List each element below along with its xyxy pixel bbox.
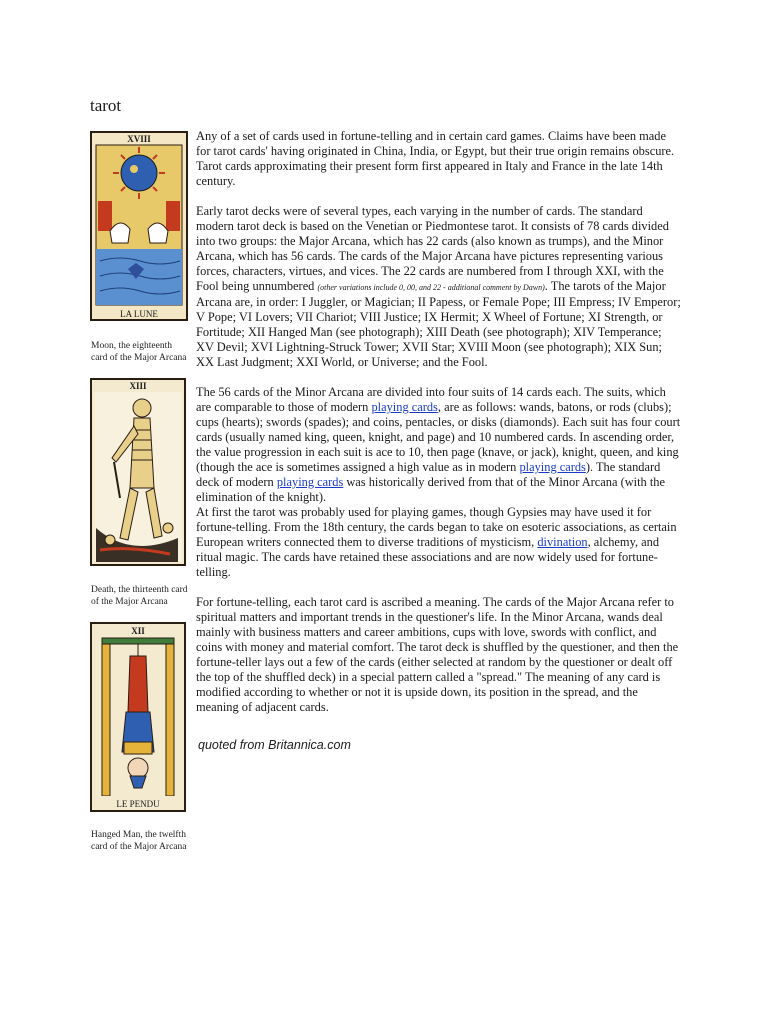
paragraph-major-arcana-text-1: Early tarot decks were of several types, each varying in the number of cards. The standard modern tarot deck is based on the Venetian or Piedmontese tarot. It consists of 78 cards divided into two groups: the Major Arcana, which has 22 cards (also known as trumps), and the Minor Arcana, which has 56 cards. The cards of the Major Arcana have pictures representing various forces, characters, virtues, and vices. The 22 cards are numbered from I through XXI, with the Fool being unnumbered xyxy=(196,204,669,293)
death-caption: Death, the thirteenth card of the Major Arcana xyxy=(91,585,188,607)
paragraph-fortune-telling: For fortune-telling, each tarot card is ascribed a meaning. The cards of the Major Arcana refer to spiritual matters and important trends in the questioner's life. In the Minor Arcana, wands deal mainly with business matters and career ambitions, cups with love, swords with conflict, and coins with money and material comfort. The tarot deck is shuffled by the questioner, and then the fortune-teller lays out a few of the cards (either selected at random by the questioner or dealt off the top of the shuffled deck) in a special pattern called a "spread." The meaning of any card is modified according to whether or not it is upside down, its position in the spread, and the meaning of adjacent cards. xyxy=(196,595,679,714)
paragraph-minor-arcana-text-4: was historically derived from that of the Minor Arcana (with the elimination of the knight). xyxy=(196,475,665,504)
hanged-man-card-number: XII xyxy=(131,626,145,636)
paragraph-history xyxy=(196,505,682,580)
paragraph-minor-arcana-text-3: ). The standard deck of modern xyxy=(196,460,661,489)
death-card-number: XIII xyxy=(129,381,147,391)
moon-card-name: LA LUNE xyxy=(120,309,158,319)
moon-card-figure xyxy=(90,131,190,364)
article-body xyxy=(196,129,682,715)
paragraph-history-text-2: , alchemy, and ritual magic. The cards have retained these associations and are now widely used for fortune-telling. xyxy=(196,535,660,579)
paragraph-minor-arcana-text-1: The 56 cards of the Minor Arcana are divided into four suits of 14 cards each. The suits, which are comparable to those of modern xyxy=(196,385,666,414)
paragraph-major-arcana xyxy=(196,204,682,370)
death-card-image xyxy=(90,378,186,566)
hanged-man-caption: Hanged Man, the twelfth card of the Major Arcana xyxy=(91,830,187,852)
paragraph-minor-arcana-text-2: , are as follows: wands, batons, or rods (clubs); cups (hearts); swords (spades); and coins, pentacles, or disks (diamonds). Each suit has four court cards (usually named king, queen, knight, and page) and 10 numbered cards. In ascending order, the value progression in each suit is ace to 10, then page (knave, or jack), knight, queen, and king (though the ace is sometimes assigned a high value as in modern xyxy=(196,400,681,474)
divination-link[interactable]: divination xyxy=(537,535,588,549)
page-title: tarot xyxy=(90,96,122,115)
hanged-man-card-name: LE PENDU xyxy=(116,799,160,809)
source-attribution: quoted from Britannica.com xyxy=(198,738,351,752)
moon-card-image xyxy=(90,131,188,321)
paragraph-major-arcana-text-2: . The tarots of the Major Arcana are, in order: I Juggler, or Magician; II Papess, or Female Pope; III Empress; IV Emperor; V Pope; VI Lovers; VII Chariot; VIII Justice; IX Hermit; X Wheel of Fortune; XI Strength, or Fortitude; XII Hanged Man (see photograph); XIII Death (see photograph); XIV Temperance; XV Devil; XVI Lightning-Struck Tower; XVII Star; XVIII Moon (see photograph); XIX Sun; XX Last Judgment; XXI World, or Universe; and the Fool. xyxy=(196,279,681,369)
moon-card-number: XVIII xyxy=(127,134,151,144)
playing-cards-link[interactable]: playing cards xyxy=(519,460,586,474)
moon-caption: Moon, the eighteenth card of the Major Arcana xyxy=(91,341,187,363)
paragraph-minor-arcana xyxy=(196,385,682,505)
hanged-man-card-figure xyxy=(90,622,190,853)
hanged-man-card-image xyxy=(90,622,186,812)
editor-note: (other variations include 0, 00, and 22 - additional comment by Dawn) xyxy=(317,283,545,292)
playing-cards-link[interactable]: playing cards xyxy=(276,475,344,489)
paragraph-intro: Any of a set of cards used in fortune-telling and in certain card games. Claims have been made for tarot cards' having originated in China, India, or Egypt, but their true origin remains obscure. Tarot cards approximating their present form first appeared in Italy and France in the late 14th century. xyxy=(196,129,675,188)
paragraph-history-text-1: At first the tarot was probably used for playing games, though Gypsies may have used it for fortune-telling. From the 18th century, the cards began to take on esoteric associations, as certain European writers connected them to diverse traditions of mysticism, xyxy=(196,505,677,549)
death-card-figure xyxy=(90,378,190,608)
playing-cards-link[interactable]: playing cards xyxy=(371,400,438,414)
